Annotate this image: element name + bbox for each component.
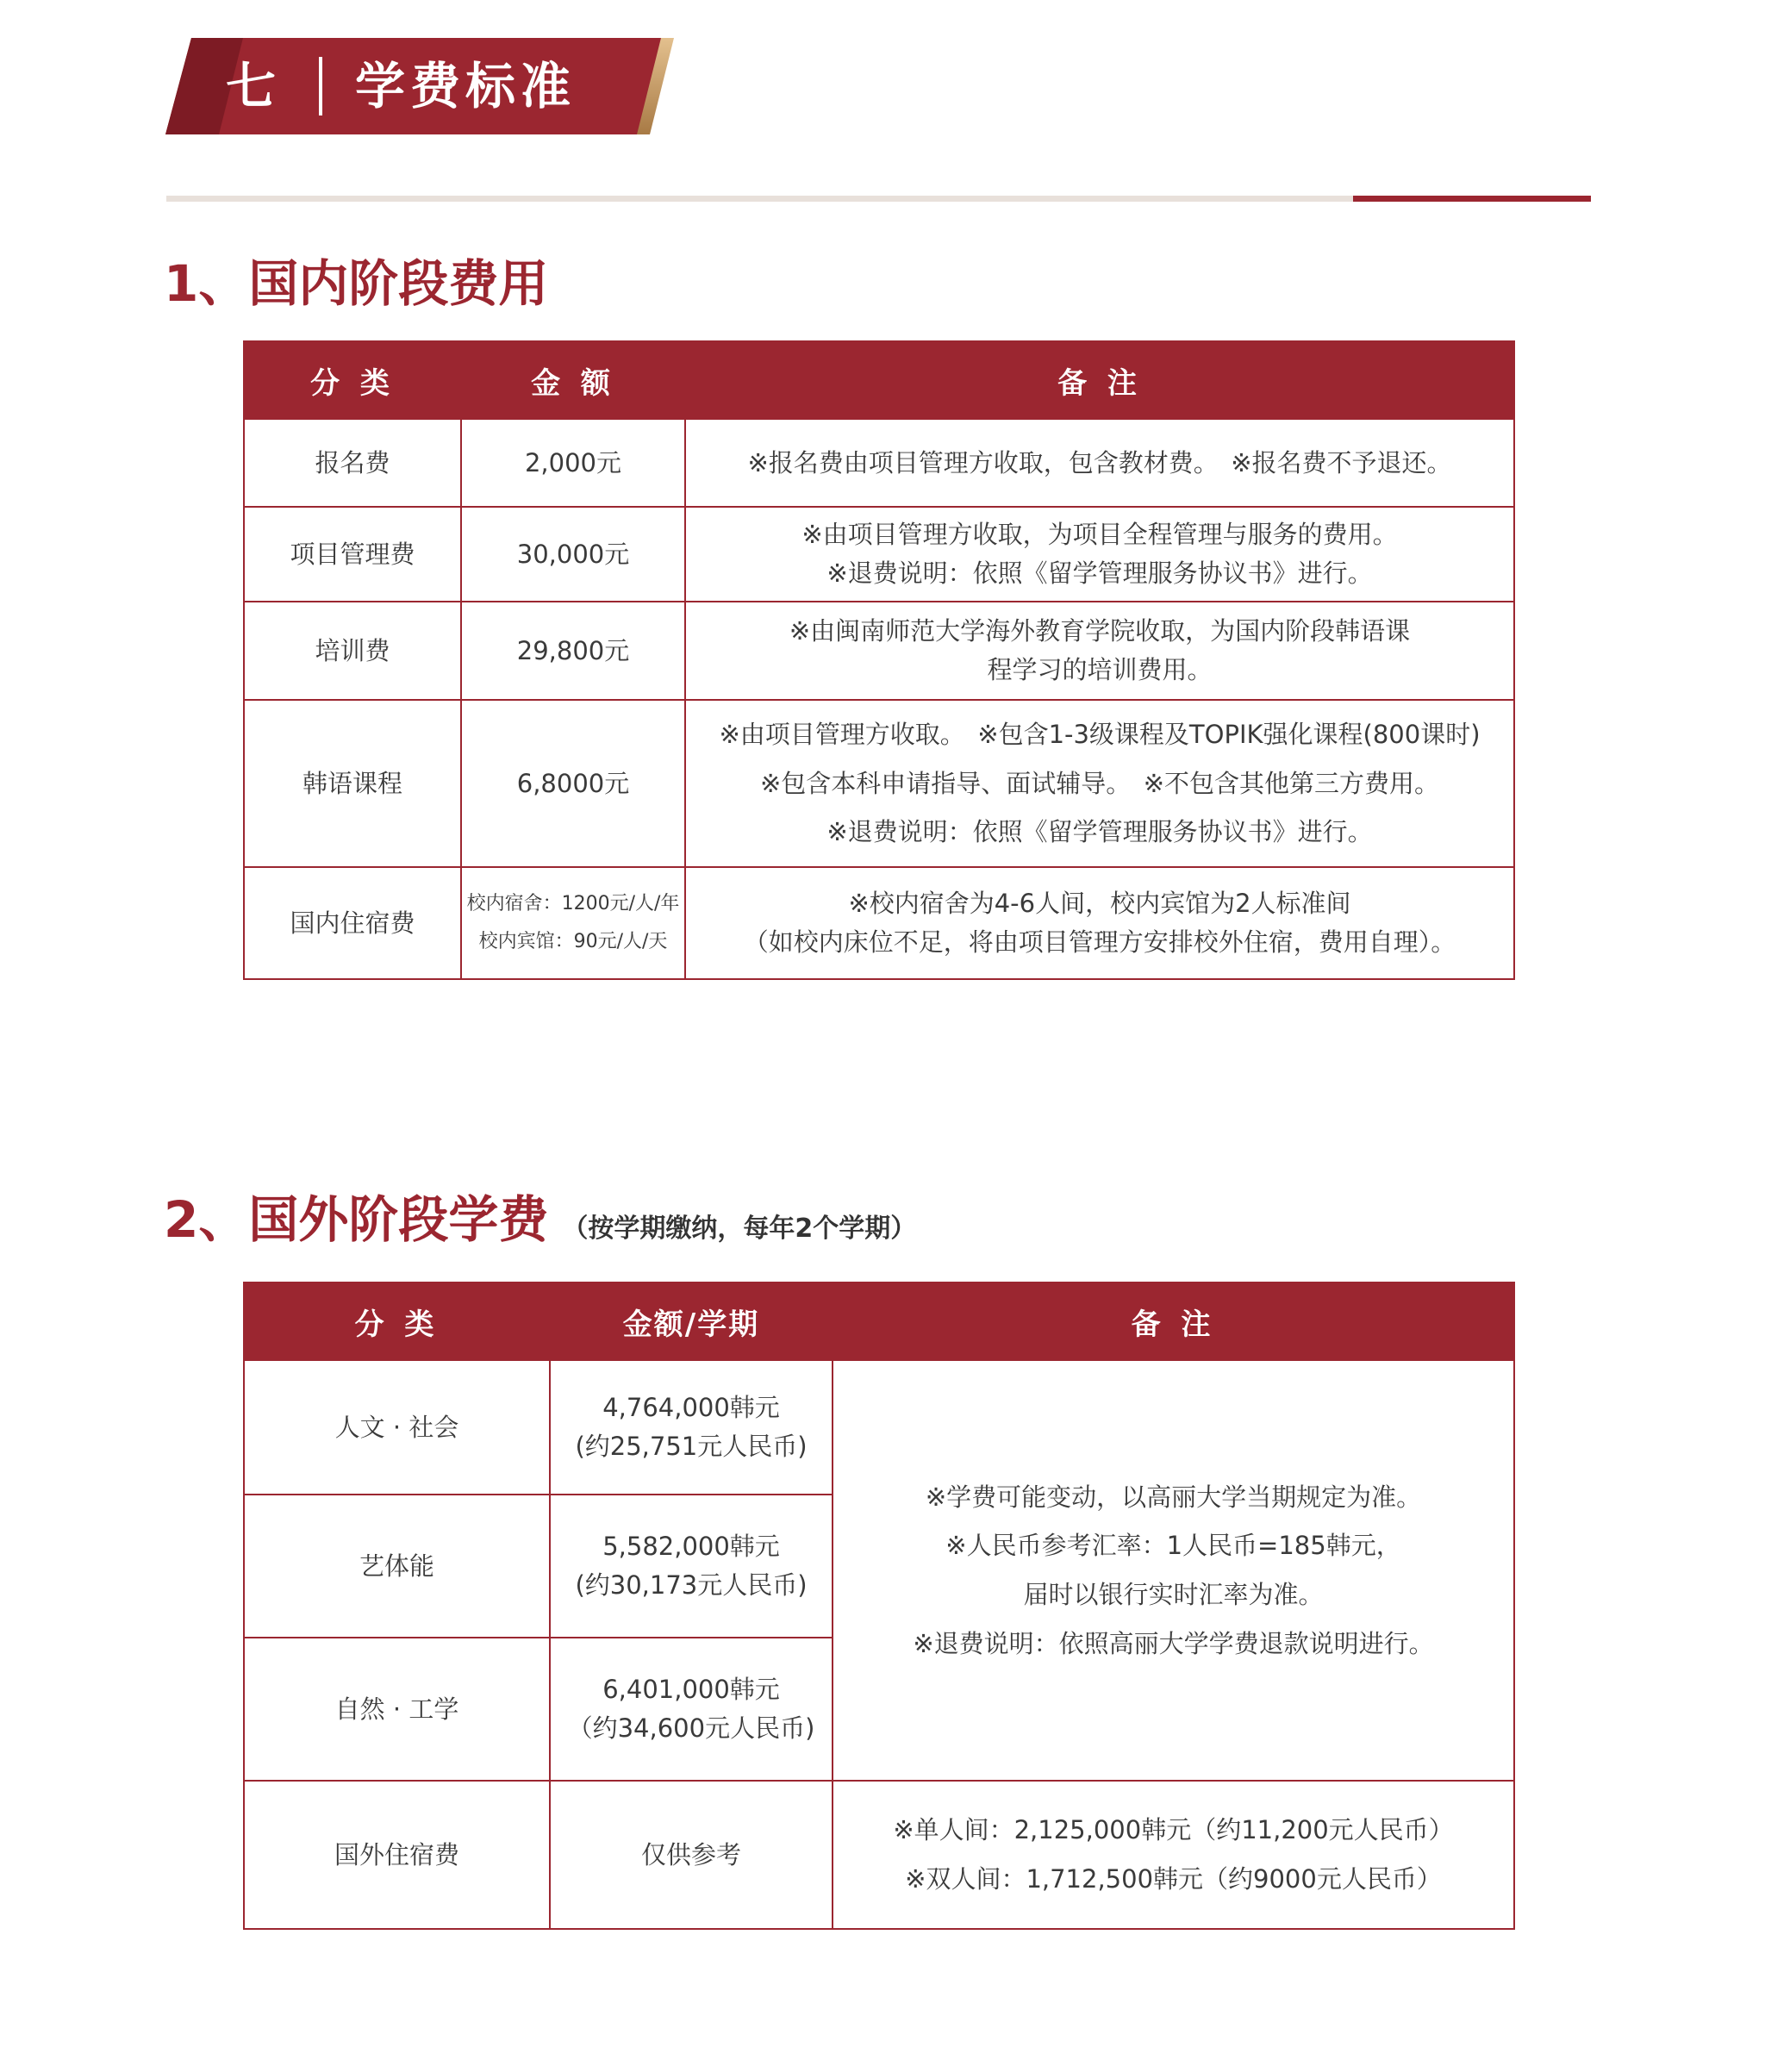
note-line: ※校内宿舍为4-6人间，校内宾馆为2人标准间 [848, 889, 1351, 919]
note-line: ※报名费由项目管理方收取，包含教材费。 ※报名费不予退还。 [747, 447, 1452, 477]
row-amount [550, 1360, 833, 1495]
amount-rmb: (约25,751元人民币) [575, 1432, 808, 1461]
domestic-fee-table [243, 340, 1515, 980]
header-category: 分 类 [244, 341, 461, 419]
shared-notes [833, 1360, 1514, 1781]
note-line: ※退费说明：依照《留学管理服务协议书》进行。 [826, 817, 1373, 847]
section2-title-text: 2、国外阶段学费 [164, 1190, 549, 1249]
divider-accent [1353, 196, 1591, 202]
table-row [244, 602, 1514, 700]
divider [166, 196, 1353, 202]
header-amount: 金额/学期 [550, 1283, 833, 1360]
note-line: 届时以银行实时汇率为准。 [1023, 1580, 1324, 1609]
table-row [244, 1360, 1514, 1495]
note-line: ※人民币参考汇率：1人民币=185韩元， [945, 1531, 1401, 1561]
amount-rmb: (约30,173元人民币) [575, 1570, 808, 1600]
note-line: ※包含本科申请指导、面试辅导。 ※不包含其他第三方费用。 [759, 768, 1440, 798]
row-category: 项目管理费 [244, 507, 461, 602]
amount-krw: 5,582,000韩元 [602, 1532, 780, 1562]
row-amount [550, 1638, 833, 1781]
row-category: 国内住宿费 [244, 867, 461, 979]
note-line: ※由项目管理方收取，为项目全程管理与服务的费用。 [801, 520, 1398, 550]
amount-krw: 6,401,000韩元 [602, 1675, 780, 1705]
row-amount [461, 867, 685, 979]
table-row [244, 1781, 1514, 1929]
note-line: ※单人间：2,125,000韩元（约11,200元人民币） [893, 1815, 1454, 1845]
section1-title: 1、国内阶段费用 [164, 254, 549, 313]
row-category: 国外住宿费 [244, 1781, 550, 1929]
row-amount: 6,8000元 [461, 700, 685, 867]
row-amount: 29,800元 [461, 602, 685, 700]
row-category: 艺体能 [244, 1495, 550, 1638]
row-notes [685, 507, 1514, 602]
row-amount [550, 1495, 833, 1638]
table-row [244, 867, 1514, 979]
table-header-row [244, 1283, 1514, 1360]
row-notes [833, 1781, 1514, 1929]
row-notes [685, 700, 1514, 867]
section2-title [164, 1179, 916, 1251]
row-notes [685, 867, 1514, 979]
row-amount: 2,000元 [461, 419, 685, 507]
section2-subtitle: （按学期缴纳，每年2个学期） [562, 1214, 917, 1244]
note-line: （如校内床位不足，将由项目管理方安排校外住宿，费用自理）。 [743, 927, 1456, 957]
note-line: ※双人间：1,712,500韩元（约9000元人民币） [905, 1864, 1442, 1894]
note-line: ※学费可能变动，以高丽大学当期规定为准。 [925, 1482, 1422, 1512]
overseas-tuition-table [243, 1282, 1515, 1930]
row-category: 韩语课程 [244, 700, 461, 867]
row-category: 自然 · 工学 [244, 1638, 550, 1781]
section-heading: 学费标准 [355, 57, 577, 115]
row-category: 人文 · 社会 [244, 1360, 550, 1495]
amount-rmb: （约34,600元人民币) [567, 1713, 815, 1743]
row-category: 培训费 [244, 602, 461, 700]
row-notes [685, 602, 1514, 700]
header-notes: 备 注 [833, 1283, 1514, 1360]
row-notes [685, 419, 1514, 507]
amount-line: 校内宾馆：90元/人/天 [478, 931, 668, 952]
table-row [244, 507, 1514, 602]
row-amount: 仅供参考 [550, 1781, 833, 1929]
amount-line: 校内宿舍：1200元/人/年 [466, 893, 680, 914]
note-line: ※由闽南师范大学海外教育学院收取，为国内阶段韩语课 [789, 616, 1411, 646]
note-line: ※由项目管理方收取。 ※包含1-3级课程及TOPIK强化课程(800课时) [719, 720, 1481, 750]
table-row [244, 700, 1514, 867]
table-header-row [244, 341, 1514, 419]
header-category: 分 类 [244, 1283, 550, 1360]
amount-krw: 4,764,000韩元 [602, 1393, 780, 1423]
header-notes: 备 注 [685, 341, 1514, 419]
section-number: 七 [226, 57, 277, 115]
note-line: ※退费说明：依照《留学管理服务协议书》进行。 [826, 559, 1373, 588]
note-line: ※退费说明：依照高丽大学学费退款说明进行。 [913, 1628, 1434, 1658]
table-row [244, 419, 1514, 507]
row-amount: 30,000元 [461, 507, 685, 602]
header-amount: 金 额 [461, 341, 685, 419]
row-category: 报名费 [244, 419, 461, 507]
note-line: 程学习的培训费用。 [987, 655, 1213, 684]
banner-separator [319, 57, 322, 115]
